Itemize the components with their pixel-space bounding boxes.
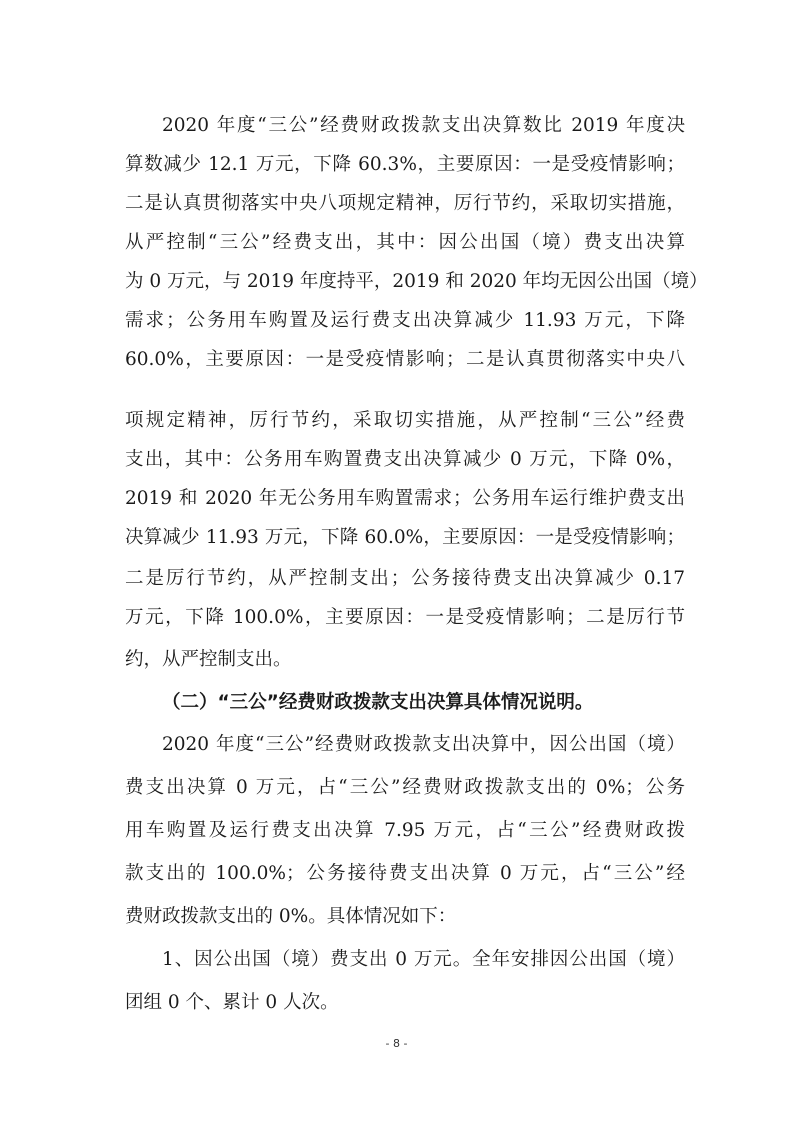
paragraph-1-line-10: 2019 和 2020 年无公务用车购置需求；公务用车运行维护费支出	[125, 488, 685, 509]
paragraph-3-line-1: 1、因公出国（境）费支出 0 万元。全年安排因公出国（境）	[162, 949, 685, 970]
paragraph-1-line-2: 算数减少 12.1 万元，下降 60.3%，主要原因：一是受疫情影响；	[125, 154, 685, 175]
paragraph-1-line-11: 决算减少 11.93 万元，下降 60.0%，主要原因：一是受疫情影响；	[125, 527, 685, 548]
paragraph-1-line-12: 二是厉行节约，从严控制支出；公务接待费支出决算减少 0.17	[125, 568, 685, 589]
paragraph-2-line-5: 费财政拨款支出的 0%。具体情况如下：	[125, 906, 457, 927]
section-heading: （二）“三公”经费财政拨款支出决算具体情况说明。	[162, 692, 594, 713]
paragraph-1-line-3: 二是认真贯彻落实中央八项规定精神，厉行节约，采取切实措施，	[125, 193, 685, 214]
paragraph-1-line-4: 从严控制“三公”经费支出，其中：因公出国（境）费支出决算	[125, 232, 685, 253]
paragraph-2-line-4: 款支出的 100.0%；公务接待费支出决算 0 万元，占“三公”经	[125, 863, 685, 884]
paragraph-1-line-6: 需求；公务用车购置及运行费支出决算减少 11.93 万元，下降	[125, 310, 685, 331]
paragraph-1-line-1: 2020 年度“三公”经费财政拨款支出决算数比 2019 年度决	[162, 115, 685, 136]
paragraph-1-line-9: 支出，其中：公务用车购置费支出决算减少 0 万元，下降 0%，	[125, 449, 685, 470]
paragraph-1-line-7: 60.0%，主要原因：一是受疫情影响；二是认真贯彻落实中央八	[125, 349, 685, 370]
paragraph-1-line-14: 约，从严控制支出。	[125, 649, 292, 670]
paragraph-2-line-2: 费支出决算 0 万元，占“三公”经费财政拨款支出的 0%；公务	[125, 777, 685, 798]
paragraph-2-line-3: 用车购置及运行费支出决算 7.95 万元，占“三公”经费财政拨	[125, 820, 685, 841]
paragraph-1-line-8: 项规定精神，厉行节约，采取切实措施，从严控制“三公”经费	[125, 410, 685, 431]
paragraph-1-line-13: 万元，下降 100.0%，主要原因：一是受疫情影响；二是厉行节	[125, 607, 685, 628]
paragraph-2-line-1: 2020 年度“三公”经费财政拨款支出决算中，因公出国（境）	[162, 734, 685, 755]
paragraph-1-line-5: 为 0 万元，与 2019 年度持平，2019 和 2020 年均无因公出国（境）	[125, 271, 708, 292]
paragraph-3-line-2: 团组 0 个、累计 0 人次。	[125, 992, 339, 1013]
page-number: - 8 -	[385, 1037, 408, 1050]
